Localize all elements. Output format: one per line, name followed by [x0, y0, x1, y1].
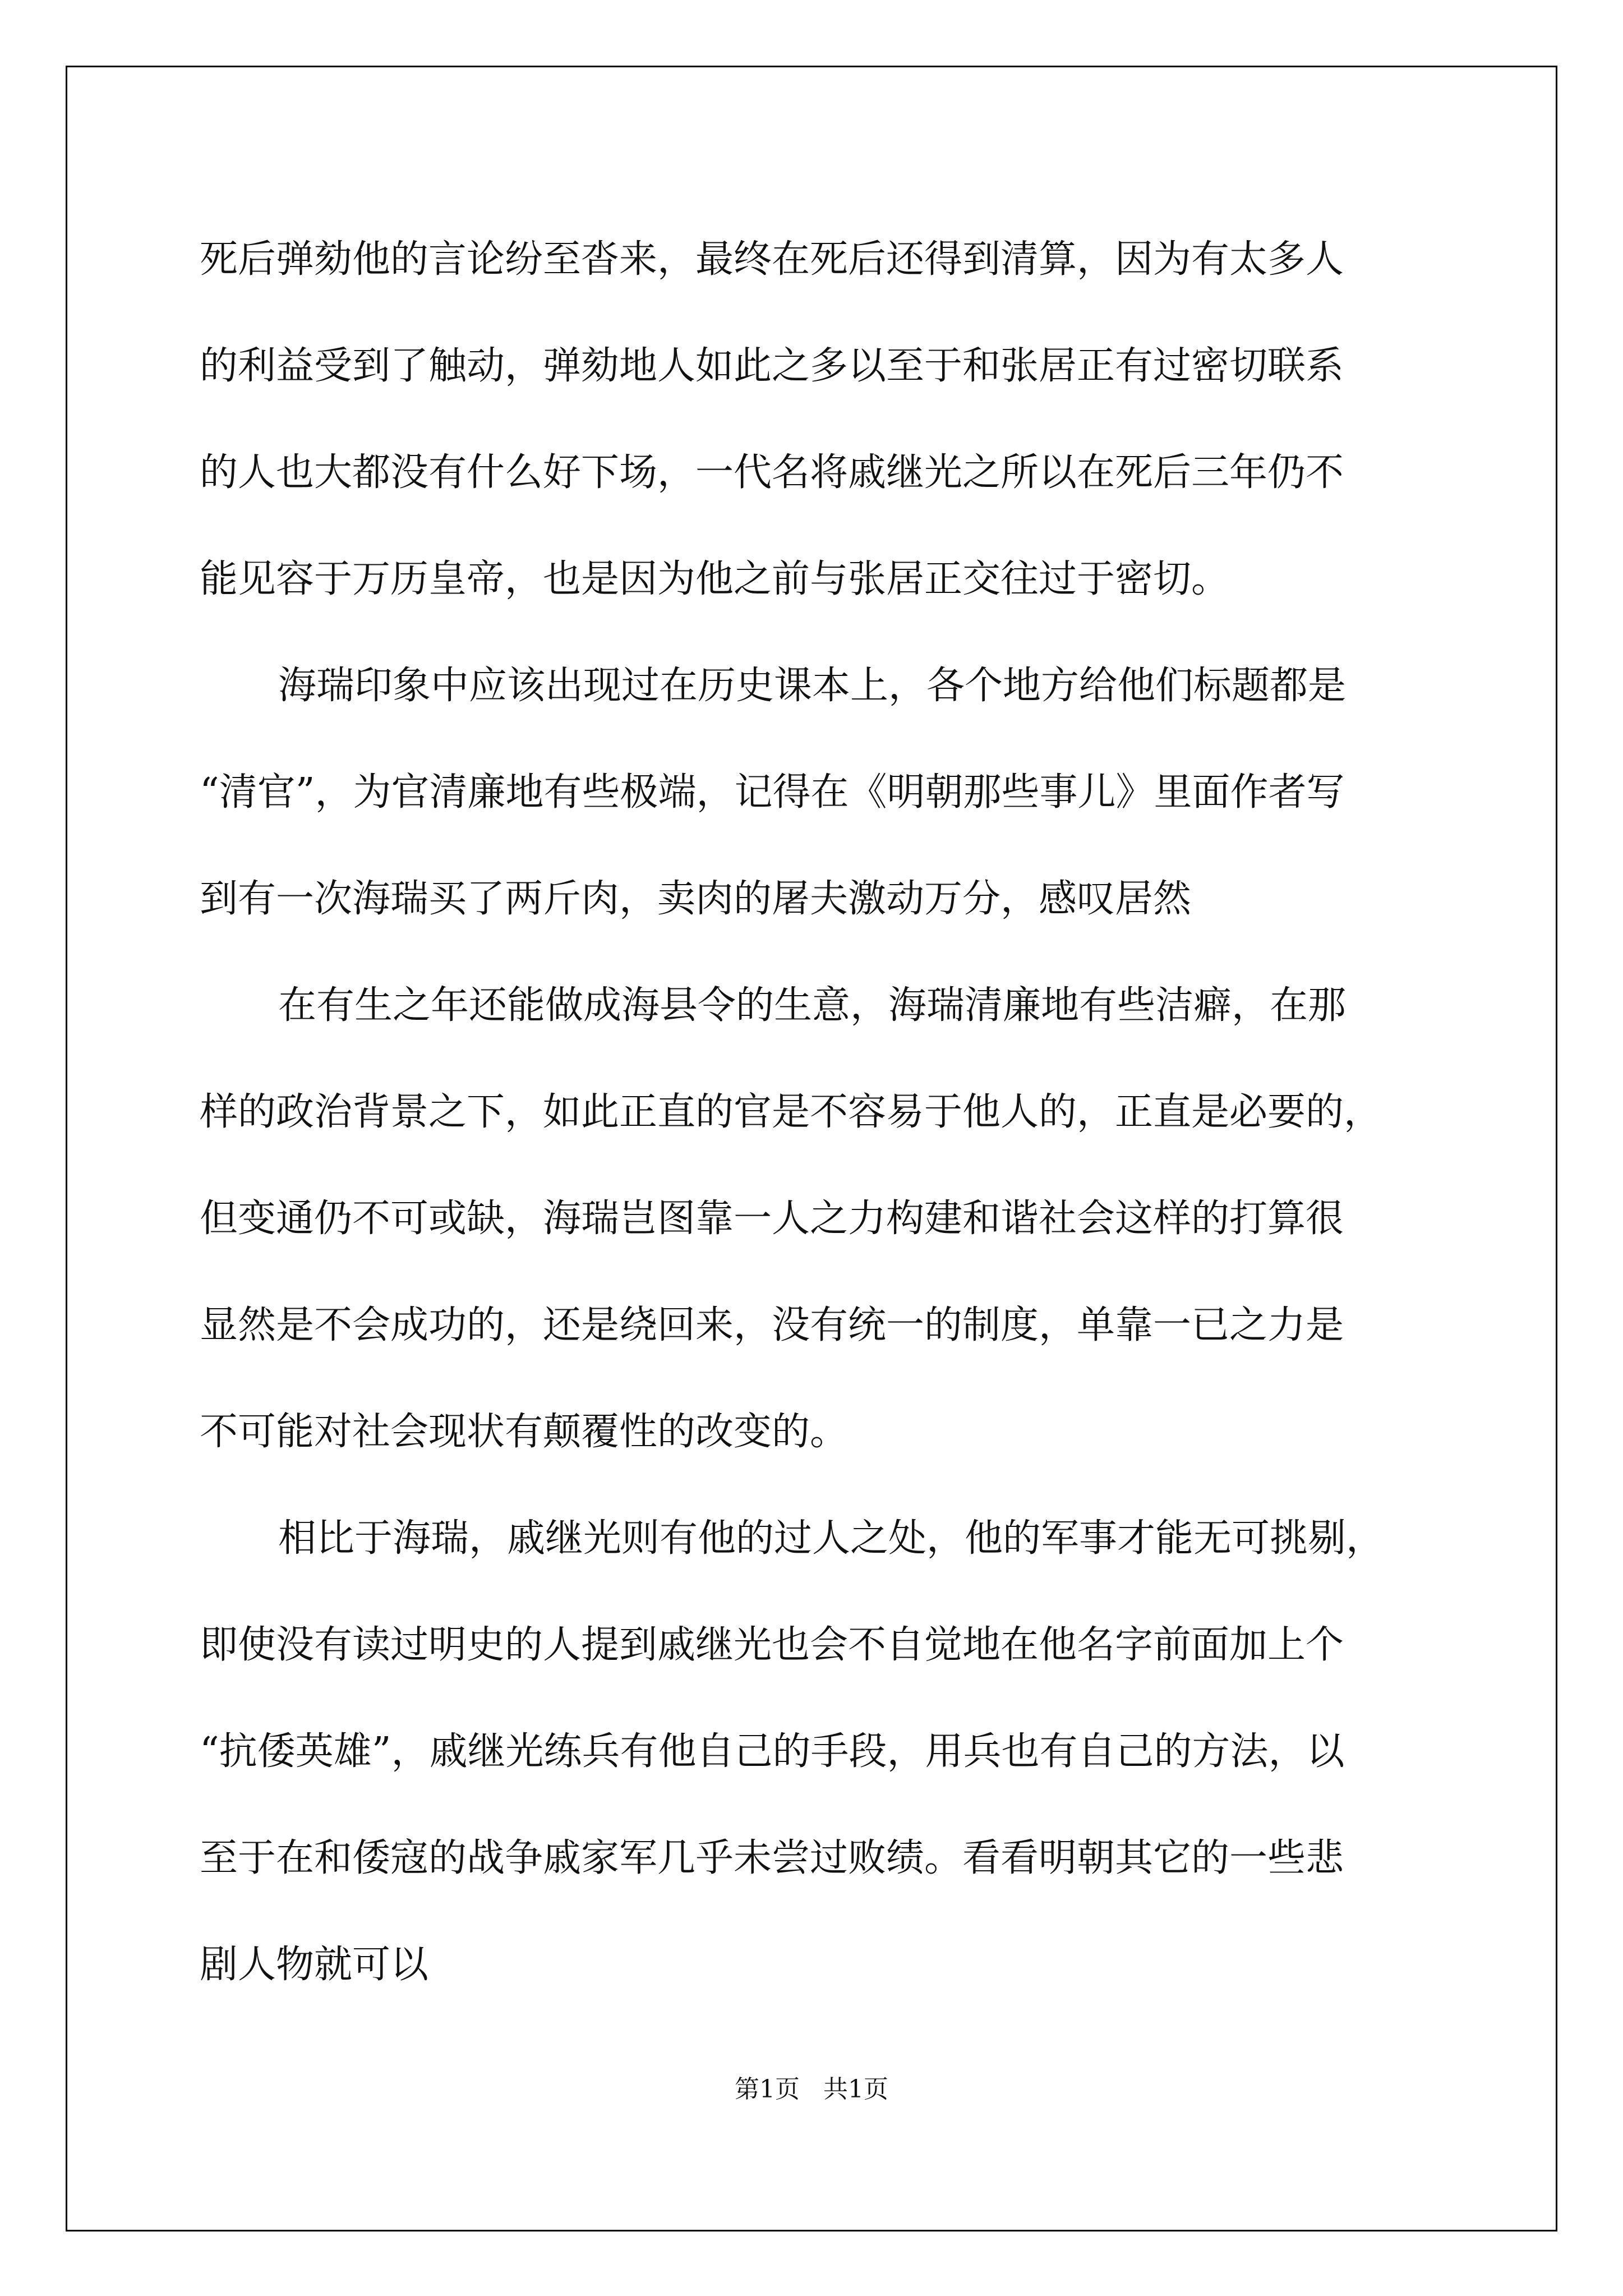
text-line: 相比于海瑞，戚继光则有他的过人之处，他的军事才能无可挑剔， [278, 1516, 1385, 1561]
text-line: 的利益受到了触动，弹劾地人如此之多以至于和张居正有过密切联系 [200, 344, 1344, 388]
paragraph-3 [200, 953, 1433, 1485]
text-line: 至于在和倭寇的战争戚家军几乎未尝过败绩。看看明朝其它的一些悲 [200, 1836, 1344, 1880]
text-line: 不可能对社会现状有颠覆性的改变的。 [200, 1410, 849, 1454]
text-line: “抗倭英雄”，戚继光练兵有他自己的手段，用兵也有自己的方法，以 [200, 1729, 1345, 1774]
text-line: 样的政治背景之下，如此正直的官是不容易于他人的，正直是必要的， [200, 1090, 1382, 1134]
text-line: 在有生之年还能做成海县令的生意，海瑞清廉地有些洁癖，在那 [278, 983, 1347, 1028]
text-line: 即使没有读过明史的人提到戚继光也会不自觉地在他名字前面加上个 [200, 1623, 1344, 1667]
text-line: 能见容于万历皇帝，也是因为他之前与张居正交往过于密切。 [200, 557, 1230, 601]
text-line: 剧人物就可以 [200, 1943, 429, 1987]
text-line: 但变通仍不可或缺，海瑞岂图靠一人之力构建和谐社会这样的打算很 [200, 1197, 1344, 1241]
text-line: “清官”，为官清廉地有些极端，记得在《明朝那些事儿》里面作者写 [200, 770, 1345, 815]
text-line: 的人也大都没有什么好下场，一代名将戚继光之所以在死后三年仍不 [200, 450, 1344, 495]
page-footer: 第1页 共1页 [735, 2075, 888, 2104]
paragraph-1 [200, 206, 1433, 633]
text-line: 海瑞印象中应该出现过在历史课本上，各个地方给他们标题都是 [278, 664, 1347, 708]
paragraph-2 [200, 633, 1433, 953]
paragraph-4 [200, 1485, 1433, 2018]
text-line: 到有一次海瑞买了两斤肉，卖肉的屠夫激动万分，感叹居然 [200, 877, 1192, 921]
document-body [200, 206, 1433, 2018]
text-line: 死后弹劾他的言论纷至沓来，最终在死后还得到清算，因为有太多人 [200, 237, 1344, 282]
text-line: 显然是不会成功的，还是绕回来，没有统一的制度，单靠一已之力是 [200, 1303, 1344, 1347]
